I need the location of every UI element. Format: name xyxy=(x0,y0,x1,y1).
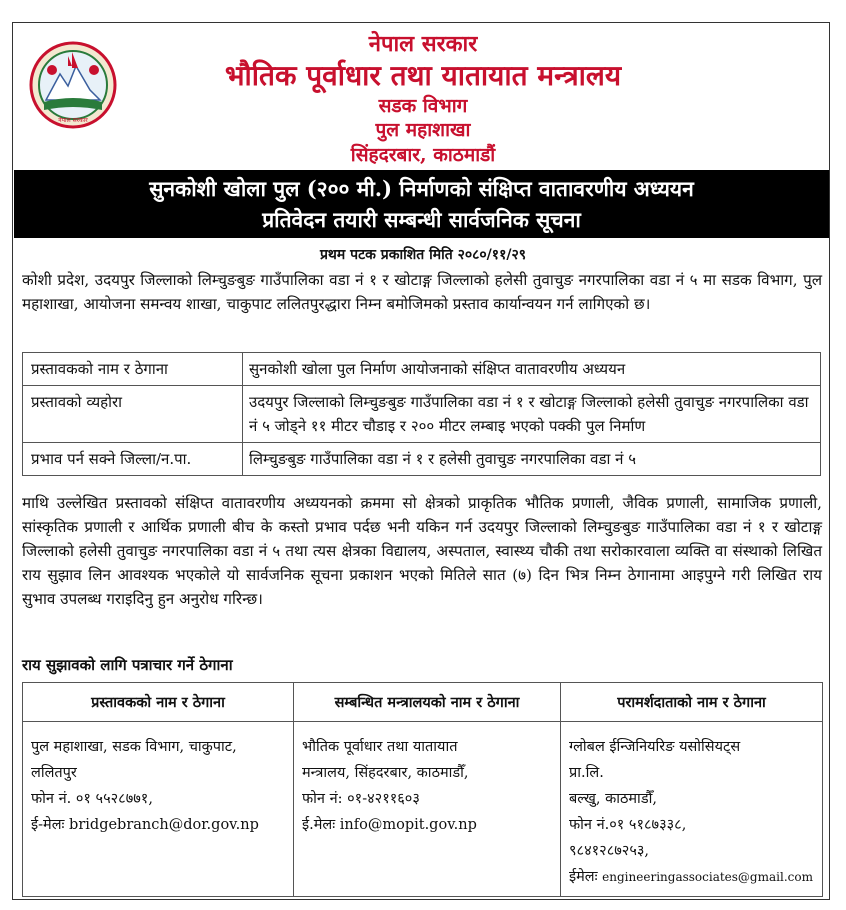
column-header: परामर्शदाताको नाम र ठेगाना xyxy=(561,683,823,722)
notice-title-line-2: प्रतिवेदन तयारी सम्बन्धी सार्वजनिक सूचना xyxy=(262,207,581,232)
table-row xyxy=(23,386,821,443)
address-line: भौतिक पूर्वाधार तथा यातायात xyxy=(302,739,458,755)
column-header: प्रस्तावकको नाम र ठेगाना xyxy=(23,683,294,722)
consultant-email[interactable]: engineeringassociates@gmail.com xyxy=(602,870,813,884)
address-line: पुल महाशाखा, सडक विभाग, चाकुपाट, xyxy=(31,739,237,755)
address-header-row xyxy=(23,683,823,722)
notice-title-banner xyxy=(14,170,829,238)
intro-paragraph: कोशी प्रदेश, उदयपुर जिल्लाको लिम्चुङबुङ गाउँपालिका वडा नं १ र खोटाङ्ग जिल्लाको हलेसी तुवाचुङ नगरपालिका वडा नं ५ मा सडक विभाग, पुल महाशाखा, आयोजना समन्वय शाखा, चाकुपाट ललितपुरद्धारा निम्न बमोजिमको प्रस्ताव कार्यान्वयन गर्न लागिएको छ। xyxy=(22,271,822,313)
ministry-name: भौतिक पूर्वाधार तथा यातायात मन्त्रालय xyxy=(224,59,622,92)
proposal-value: सुनकोशी खोला पुल निर्माण आयोजनाको संक्षिप्त वातावरणीय अध्ययन xyxy=(243,353,821,386)
branch-name: पुल महाशाखा xyxy=(375,119,471,141)
mobile-line: ९८४१२८७२५३, xyxy=(569,843,650,859)
table-row xyxy=(23,443,821,476)
department-name: सडक विभाग xyxy=(378,95,468,117)
address-line: ग्लोबल ईन्जिनियरिङ यसोसियट्स xyxy=(569,739,741,755)
phone-line: फोन नं.०१ ५१८७३३८, xyxy=(569,817,687,833)
ministry-address-cell xyxy=(294,722,561,897)
proposal-key: प्रस्तावको व्यहोरा xyxy=(23,386,243,443)
proposal-table xyxy=(22,352,821,476)
proposal-key: प्रस्तावकको नाम र ठेगाना xyxy=(23,353,243,386)
address-line: मन्त्रालय, सिंहदरबार, काठमाडौँ, xyxy=(302,765,469,781)
table-row xyxy=(23,353,821,386)
address-line: ललितपुर xyxy=(31,765,77,781)
email-label: ईमेलः xyxy=(569,869,598,885)
correspondence-heading: राय सुझावको लागि पत्राचार गर्ने ठेगाना xyxy=(22,656,233,674)
proponent-address-cell xyxy=(23,722,294,897)
column-header: सम्बन्धित मन्त्रालयको नाम र ठेगाना xyxy=(294,683,561,722)
address-line: प्रा.लि. xyxy=(569,765,604,781)
email-line xyxy=(569,864,814,890)
proposal-key: प्रभाव पर्न सक्ने जिल्ला/न.पा. xyxy=(23,443,243,476)
proposal-value: उदयपुर जिल्लाको लिम्चुङबुङ गाउँपालिका वडा नं १ र खोटाङ्ग जिल्लाको हलेसी तुवाचुङ नगरपालिका वडा नं ५ जोड्ने ११ मीटर चौडाइ र २०० मीटर लम्बाइ भएको पक्की पुल निर्माण xyxy=(243,386,821,443)
phone-line: फोन नं: ०१-४२११६०३ xyxy=(302,791,420,807)
consultant-address-cell xyxy=(561,722,823,897)
publication-date: प्रथम पटक प्रकाशित मिति २०८०/११/२९ xyxy=(319,247,527,263)
office-location: सिंहदरबार, काठमाडौं xyxy=(350,144,496,166)
email-line[interactable]: ई.मेलः info@mopit.gov.np xyxy=(302,817,477,833)
address-table xyxy=(22,682,823,897)
emblem-caption: नेपाल सरकार xyxy=(58,117,88,124)
proposal-value: लिम्चुङबुङ गाउँपालिका वडा नं १ र हलेसी तुवाचुङ नगरपालिका वडा नं ५ xyxy=(243,443,821,476)
body-paragraph: माथि उल्लेखित प्रस्तावको संक्षिप्त वातावरणीय अध्ययनको क्रममा सो क्षेत्रको प्राकृतिक भौतिक प्रणाली, जैविक प्रणाली, सामाजिक प्रणाली, सांस्कृतिक प्रणाली र आर्थिक प्रणाली बीच के कस्तो प्रभाव पर्दछ भनी यकिन गर्न उदयपुर जिल्लाको लिम्चुङबुङ गाउँपालिका वडा नं १ र खोटाङ्ग जिल्लाको हलेसी तुवाचुङ नगरपालिका वडा नं ५ तथा त्यस क्षेत्रका विद्यालय, अस्पताल, स्वास्थ्य चौकी तथा सरोकारवाला व्यक्ति वा संस्थाको लिखित राय सुझाव लिन आवश्यक भएकोले यो सार्वजनिक सूचना प्रकाशन भएको मितिले सात (७) दिन भित्र निम्न ठेगानामा आइपुग्ने गरी लिखित राय सुभाव उपलब्ध गराइदिनु हुन अनुरोध गरिन्छ। xyxy=(22,494,822,608)
address-row xyxy=(23,722,823,897)
address-line: बल्खु, काठमाडौँ, xyxy=(569,791,657,807)
notice-title-line-1: सुनकोशी खोला पुल (२०० मी.) निर्माणको संक्षिप्त वातावरणीय अध्ययन xyxy=(149,176,694,201)
phone-line: फोन नं. ०१ ५५२८७७१, xyxy=(31,791,153,807)
email-line[interactable]: ई-मेलः bridgebranch@dor.gov.np xyxy=(31,817,259,833)
government-name: नेपाल सरकार xyxy=(368,31,478,57)
